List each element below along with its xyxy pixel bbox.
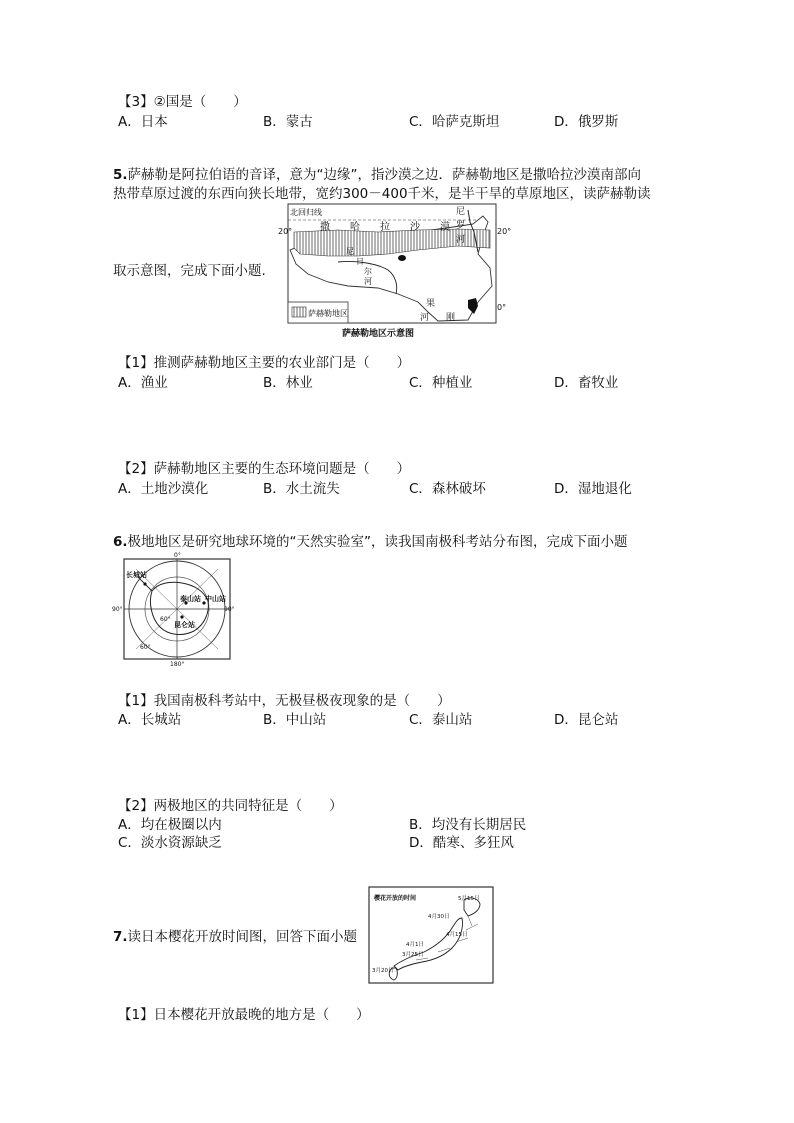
nile-char-1: 尼: [456, 207, 466, 217]
q5-1-option-a: A．渔业: [118, 375, 168, 391]
q5-2-option-a: A．土地沙漠化: [118, 481, 209, 497]
cherry-map-title: 樱花开放的时间: [374, 895, 417, 902]
sahel-map: [278, 202, 512, 339]
q5-1-option-b: B．林业: [263, 375, 313, 391]
cherry-date-3: 4月15日: [446, 932, 468, 938]
q5-2-stem: 【2】萨赫勒地区主要的生态环境问题是（ ）: [118, 461, 411, 477]
q7-number: 7.: [113, 929, 128, 945]
q6-1-option-a: A．长城站: [118, 712, 182, 728]
q5-line2: 热带草原过渡的东西向狭长地带，宽约300－400千米，是半干旱的草原地区，读萨赫勒读: [113, 186, 651, 202]
q4-3-stem: 【3】②国是（ ）: [118, 94, 247, 110]
desert-char-5: 漠: [440, 222, 450, 233]
q6-number: 6.: [113, 534, 128, 550]
q6-2-option-c: C．淡水资源缺乏: [118, 835, 222, 851]
cherry-date-6: 3月25日: [402, 952, 424, 958]
japan-cherry-map: [368, 886, 494, 984]
q6-line1: [113, 533, 628, 551]
niger-char-3: 尔: [364, 267, 372, 276]
antarctic-lat-60-b: 60°: [140, 644, 151, 651]
q6-1-option-d: D．昆仑站: [554, 712, 619, 728]
station-kunlun: 昆仑站: [174, 621, 195, 629]
q5-2-option-d: D．湿地退化: [554, 481, 632, 497]
q4-3-option-d: D．俄罗斯: [554, 114, 619, 130]
lat-0: 0°: [497, 303, 507, 312]
q4-3-option-a: A．日本: [118, 114, 168, 130]
station-changcheng: 长城站: [126, 571, 147, 579]
q7-text-1: 读日本樱花开放时间图，回答下面小题: [127, 929, 358, 945]
q6-2-option-b: B．均没有长期居民: [409, 817, 527, 833]
congo-char-3: 刚: [446, 313, 456, 323]
niger-char-4: 河: [364, 277, 372, 286]
q6-2-stem: 【2】两极地区的共同特征是（ ）: [118, 798, 343, 814]
cherry-date-1: 5月15日: [458, 896, 480, 902]
desert-char-1: 撒: [320, 222, 330, 233]
sahel-map-caption: 萨赫勒地区示意图: [342, 329, 415, 339]
lat-20-right: 20°: [497, 227, 512, 236]
q4-3-option-c: C．哈萨克斯坦: [409, 114, 500, 130]
q5-2-option-b: B．水土流失: [263, 481, 340, 497]
q5-2-option-c: C．森林破坏: [409, 481, 486, 497]
nile-char-2: 罗: [456, 221, 466, 231]
station-zhongshan: 中山站: [205, 595, 226, 603]
antarctic-label-top: 0°: [174, 552, 181, 559]
cherry-date-5: 3月20日: [372, 968, 394, 974]
antarctic-label-right: 90°: [224, 606, 235, 613]
antarctic-station-map: [112, 551, 236, 667]
q5-number: 5.: [113, 167, 128, 183]
cherry-date-2: 4月30日: [428, 914, 450, 920]
q6-text-1: 极地地区是研究地球环境的“天然实验室”，读我国南极科考站分布图，完成下面小题: [127, 534, 628, 550]
q5-1-stem: 【1】推测萨赫勒地区主要的农业部门是（ ）: [118, 355, 411, 371]
q4-3-option-b: B．蒙古: [263, 114, 313, 130]
q6-1-stem: 【1】我国南极科考站中，无极昼极夜现象的是（ ）: [118, 693, 451, 709]
q5-line3: 取示意图，完成下面小题.: [113, 263, 266, 279]
nile-char-3: 河: [456, 235, 466, 245]
q6-2-option-d: D．酷寒、多狂风: [409, 835, 514, 851]
congo-char-2: 河: [420, 313, 430, 323]
niger-char-1: 尼: [346, 247, 354, 256]
congo-char-1: 果: [426, 299, 436, 309]
q6-1-option-b: B．中山站: [263, 712, 327, 728]
station-taishan: 泰山站: [180, 595, 201, 603]
lat-20-left: 20°: [278, 227, 293, 236]
cherry-date-4: 4月1日: [406, 942, 424, 948]
antarctic-label-left: 90°: [112, 606, 123, 613]
antarctic-lat-60: 60°: [160, 616, 171, 623]
q5-1-option-d: D．畜牧业: [554, 375, 619, 391]
q6-2-option-a: A．均在极圈以内: [118, 817, 222, 833]
q5-1-option-c: C．种植业: [409, 375, 473, 391]
desert-char-3: 拉: [380, 222, 390, 233]
niger-char-2: 日: [356, 257, 364, 266]
desert-char-2: 哈: [350, 222, 360, 233]
sahel-legend-label: 萨赫勒地区: [308, 309, 348, 318]
tropic-label: 北回归线: [290, 208, 322, 217]
desert-char-4: 沙: [410, 222, 420, 233]
q7-line1: [113, 928, 357, 946]
q5-line1: [113, 166, 641, 184]
q7-1-stem: 【1】日本樱花开放最晚的地方是（ ）: [118, 1007, 370, 1023]
antarctic-label-bottom: 180°: [170, 661, 185, 668]
q5-text-1: 萨赫勒是阿拉伯语的音译，意为“边缘”，指沙漠之边．萨赫勒地区是撒哈拉沙漠南部向: [127, 167, 642, 183]
q6-1-option-c: C．泰山站: [409, 712, 473, 728]
